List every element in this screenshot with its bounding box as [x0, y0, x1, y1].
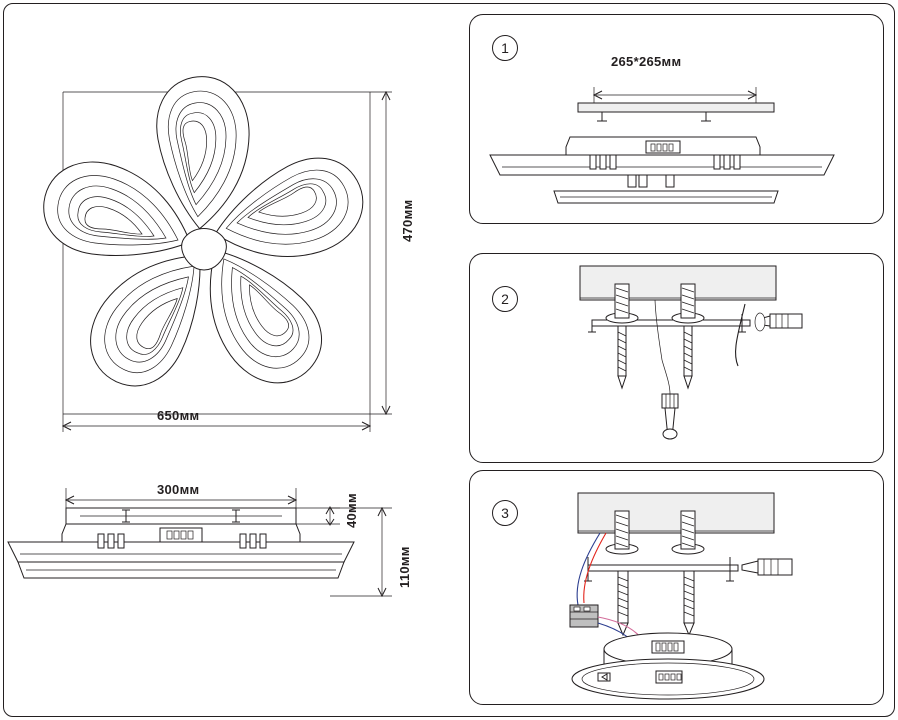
side-view-lamp: [8, 508, 354, 578]
dim-side-total-height: 110мм: [397, 546, 412, 588]
lamp-body-round: [572, 633, 764, 699]
dim-top-view-width: 650мм: [157, 408, 200, 423]
side-view-block: [0, 462, 460, 712]
step-2-panel: [469, 253, 884, 463]
step-1-panel: [469, 14, 884, 224]
dim-top-view-height: 470мм: [400, 199, 415, 242]
step-3-illustration: [570, 493, 792, 699]
screwdriver-icon: [742, 559, 792, 575]
terminal-block: [570, 605, 598, 627]
dim-mount-plate: 265*265мм: [611, 54, 682, 69]
step-3-panel: [469, 470, 884, 705]
step-2-badge: 2: [492, 286, 518, 312]
step-1-illustration: [490, 87, 834, 203]
step-2-illustration: [580, 266, 802, 439]
dim-side-base-width: 300мм: [157, 482, 200, 497]
screwdriver-icon: [755, 313, 802, 331]
step-3-badge: 3: [492, 500, 518, 526]
top-view-block: [8, 14, 463, 444]
dim-side-base-height: 40мм: [344, 493, 359, 528]
lamp-petals: [44, 65, 381, 401]
step-1-badge: 1: [492, 35, 518, 61]
